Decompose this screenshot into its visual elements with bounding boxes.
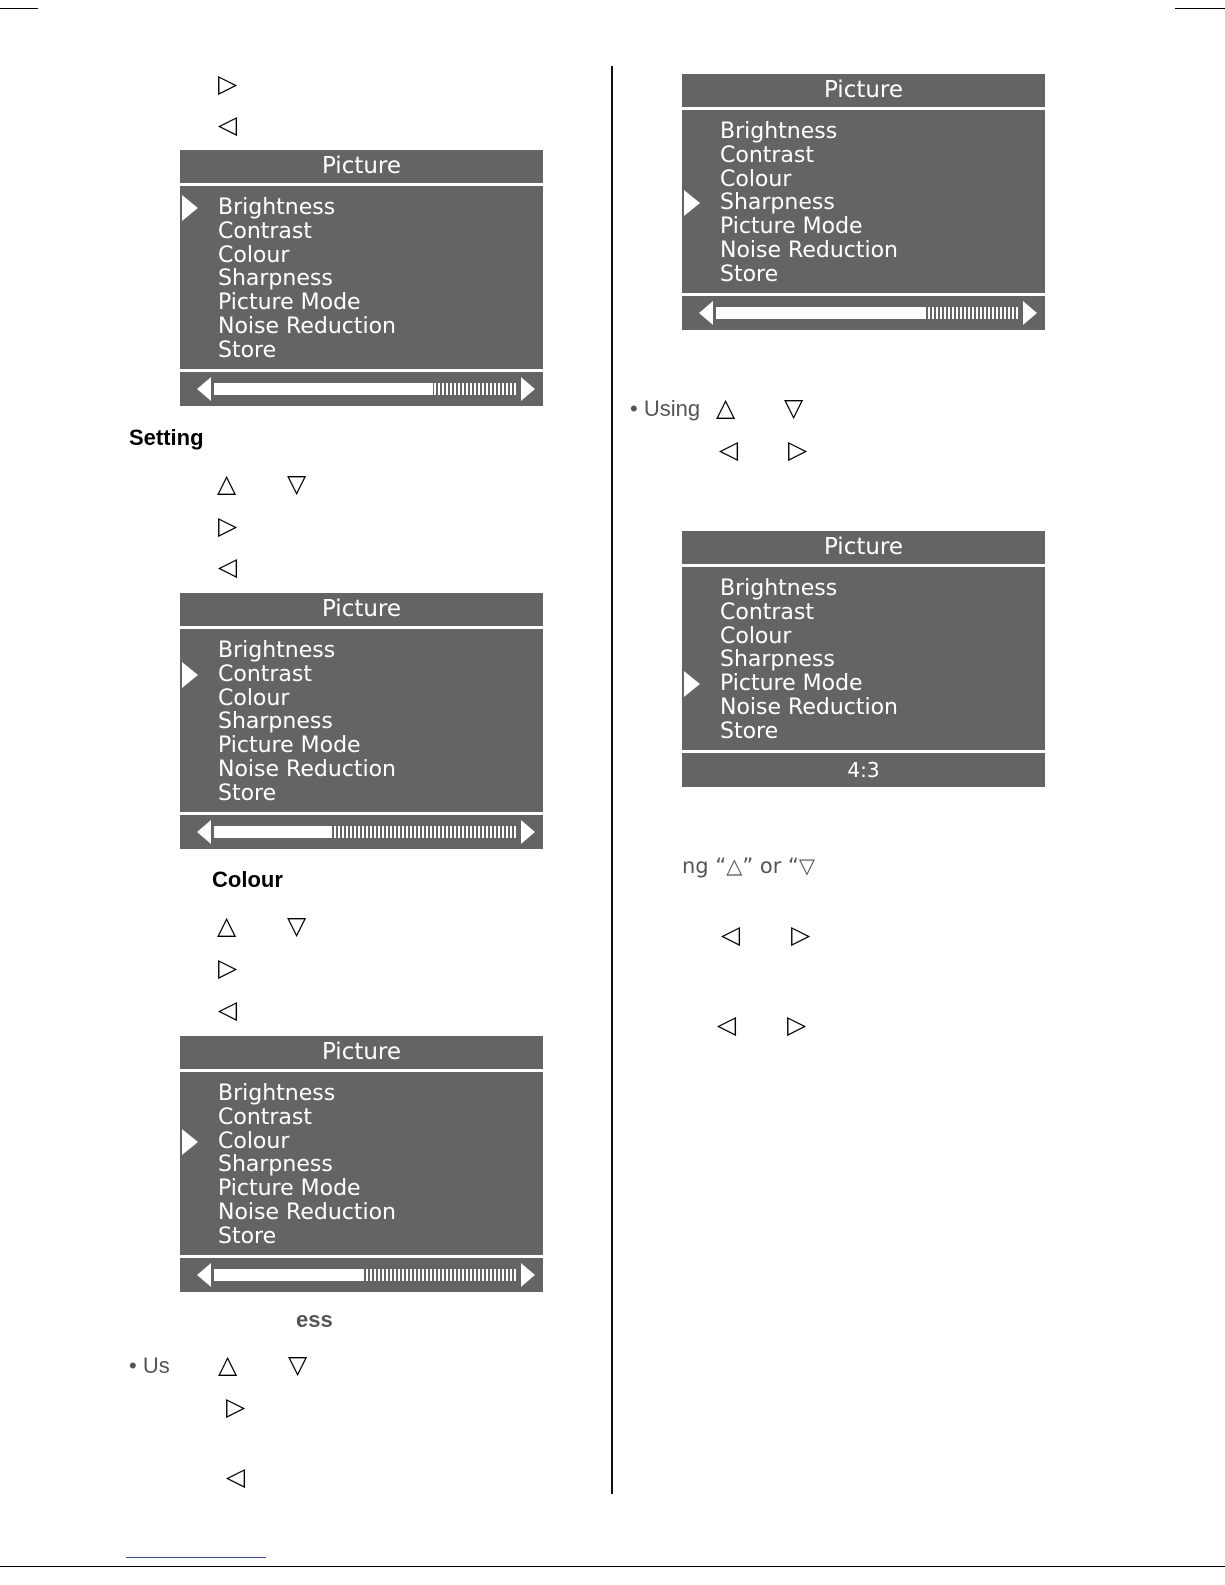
menu-item-colour[interactable]: Colour <box>218 1128 290 1154</box>
menu-item-picture-mode[interactable]: Picture Mode <box>720 671 863 697</box>
menu-title: Picture <box>180 1036 543 1071</box>
picture-menu-picture-mode <box>682 531 1045 787</box>
down-arrow-icon: ▽ <box>784 393 804 422</box>
menu-title: Picture <box>682 531 1045 566</box>
menu-footer <box>180 815 543 849</box>
slider-right-arrow-icon[interactable] <box>521 1263 535 1287</box>
level-slider[interactable] <box>214 1269 518 1281</box>
menu-item-store[interactable]: Store <box>218 780 277 806</box>
right-arrow-icon: ▷ <box>226 1392 246 1421</box>
slider-left-arrow-icon[interactable] <box>197 1263 211 1287</box>
right-arrow-icon: ▷ <box>788 435 808 464</box>
up-arrow-icon: △ <box>218 1350 238 1379</box>
menu-items <box>180 186 543 371</box>
left-arrow-icon: ◁ <box>218 995 238 1024</box>
menu-item-colour[interactable]: Colour <box>218 242 290 268</box>
slider-fill <box>214 826 330 838</box>
menu-item-picture-mode[interactable]: Picture Mode <box>218 733 361 759</box>
crop-mark-top-right <box>1175 8 1225 9</box>
menu-item-brightness[interactable]: Brightness <box>218 638 336 663</box>
menu-item-colour[interactable]: Colour <box>218 685 290 711</box>
down-arrow-icon: ▽ <box>287 911 307 940</box>
right-arrow-icon: ▷ <box>218 511 238 540</box>
menu-item-contrast[interactable]: Contrast <box>218 218 313 244</box>
right-arrow-icon: ▷ <box>218 69 238 98</box>
left-arrow-icon: ◁ <box>717 1010 737 1039</box>
picture-menu-sharpness <box>682 74 1045 330</box>
menu-item-contrast[interactable]: Contrast <box>218 661 313 687</box>
menu-item-noise-reduction[interactable]: Noise Reduction <box>218 757 396 782</box>
right-arrow-icon: ▷ <box>787 1010 807 1039</box>
up-arrow-icon: △ <box>217 911 237 940</box>
left-arrow-icon: ◁ <box>218 552 238 581</box>
level-slider[interactable] <box>716 307 1020 319</box>
menu-footer <box>682 296 1045 330</box>
menu-title: Picture <box>682 74 1045 109</box>
menu-item-picture-mode[interactable]: Picture Mode <box>720 214 863 240</box>
up-arrow-icon: △ <box>217 469 237 498</box>
slider-left-arrow-icon[interactable] <box>197 377 211 401</box>
picture-menu-contrast <box>180 593 543 849</box>
right-arrow-icon: ▷ <box>791 920 811 949</box>
menu-item-colour[interactable]: Colour <box>720 623 792 649</box>
partial-instruction: ng “△” or “▽ <box>682 854 816 878</box>
menu-item-sharpness[interactable]: Sharpness <box>218 266 333 292</box>
crop-mark-top-left <box>0 8 38 9</box>
menu-item-brightness[interactable]: Brightness <box>720 576 838 601</box>
left-arrow-icon: ◁ <box>218 110 238 139</box>
menu-item-noise-reduction[interactable]: Noise Reduction <box>720 695 898 720</box>
slider-right-arrow-icon[interactable] <box>1023 301 1037 325</box>
menu-item-noise-reduction[interactable]: Noise Reduction <box>720 238 898 263</box>
right-arrow-icon: ▷ <box>218 953 238 982</box>
menu-items <box>682 110 1045 295</box>
menu-item-sharpness[interactable]: Sharpness <box>720 647 835 673</box>
selection-pointer-icon <box>684 671 700 697</box>
menu-item-brightness[interactable]: Brightness <box>218 1081 336 1106</box>
slider-right-arrow-icon[interactable] <box>521 377 535 401</box>
menu-item-sharpness[interactable]: Sharpness <box>218 709 333 735</box>
menu-item-store[interactable]: Store <box>720 261 779 287</box>
menu-item-brightness[interactable]: Brightness <box>218 195 336 220</box>
menu-items <box>682 567 1045 752</box>
colour-heading: Colour <box>212 867 283 892</box>
menu-items <box>180 629 543 814</box>
picture-menu-brightness <box>180 150 543 406</box>
menu-footer <box>682 753 1045 787</box>
selection-pointer-icon <box>182 662 198 688</box>
column-divider <box>611 66 613 1494</box>
menu-item-sharpness[interactable]: Sharpness <box>218 1152 333 1178</box>
link-underline <box>126 1557 266 1558</box>
left-arrow-icon: ◁ <box>721 920 741 949</box>
partial-heading-ess: ess <box>296 1307 333 1332</box>
selection-pointer-icon <box>182 1129 198 1155</box>
left-arrow-icon: ◁ <box>226 1462 246 1491</box>
menu-item-contrast[interactable]: Contrast <box>218 1104 313 1130</box>
menu-item-noise-reduction[interactable]: Noise Reduction <box>218 314 396 339</box>
level-slider[interactable] <box>214 826 518 838</box>
slider-fill <box>214 383 433 395</box>
slider-left-arrow-icon[interactable] <box>197 820 211 844</box>
level-slider[interactable] <box>214 383 518 395</box>
setting-heading: Setting <box>129 425 204 450</box>
menu-footer <box>180 372 543 406</box>
selection-pointer-icon <box>684 190 700 216</box>
bullet-us: • Us <box>129 1353 170 1378</box>
menu-title: Picture <box>180 150 543 185</box>
slider-right-arrow-icon[interactable] <box>521 820 535 844</box>
menu-items <box>180 1072 543 1257</box>
menu-item-contrast[interactable]: Contrast <box>720 599 815 625</box>
menu-footer <box>180 1258 543 1292</box>
up-arrow-icon: △ <box>716 393 736 422</box>
menu-title: Picture <box>180 593 543 628</box>
slider-fill <box>716 307 926 319</box>
down-arrow-icon: ▽ <box>288 1350 308 1379</box>
bullet-using: • Using <box>630 396 701 421</box>
menu-item-picture-mode[interactable]: Picture Mode <box>218 290 361 316</box>
menu-item-picture-mode[interactable]: Picture Mode <box>218 1176 361 1202</box>
menu-item-brightness[interactable]: Brightness <box>720 119 838 144</box>
menu-item-colour[interactable]: Colour <box>720 166 792 192</box>
page-bottom-rule <box>0 1566 1225 1567</box>
menu-item-sharpness[interactable]: Sharpness <box>720 190 835 216</box>
selection-pointer-icon <box>182 195 198 221</box>
slider-fill <box>214 1269 363 1281</box>
menu-item-store[interactable]: Store <box>218 1223 277 1249</box>
footer-value: 4:3 <box>847 758 880 782</box>
menu-item-noise-reduction[interactable]: Noise Reduction <box>218 1200 396 1225</box>
down-arrow-icon: ▽ <box>287 469 307 498</box>
menu-item-store[interactable]: Store <box>720 718 779 744</box>
slider-left-arrow-icon[interactable] <box>699 301 713 325</box>
picture-menu-colour <box>180 1036 543 1292</box>
menu-item-contrast[interactable]: Contrast <box>720 142 815 168</box>
menu-item-store[interactable]: Store <box>218 337 277 363</box>
left-arrow-icon: ◁ <box>719 435 739 464</box>
